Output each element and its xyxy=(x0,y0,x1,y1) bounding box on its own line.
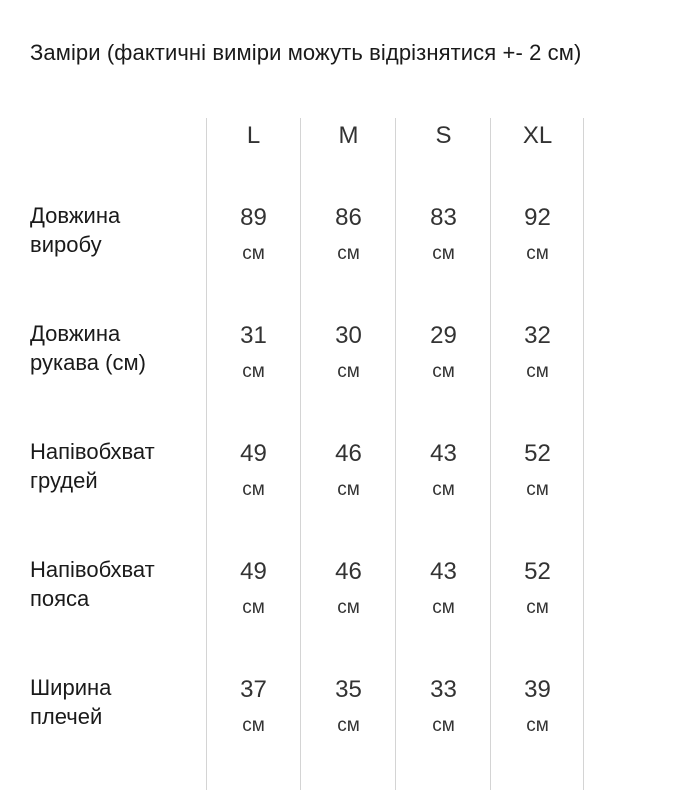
row-label-line: Напівобхват xyxy=(30,557,155,582)
cell-unit: см xyxy=(337,243,360,264)
cell-unit: см xyxy=(526,361,549,382)
table-cell xyxy=(301,440,396,501)
page-title: Заміри (фактичні виміри можуть відрізнятися +- 2 см) xyxy=(30,40,582,65)
table-cell xyxy=(206,204,301,265)
cell-value: 92 xyxy=(524,204,551,231)
column-header-l: L xyxy=(246,122,261,149)
cell-value: 89 xyxy=(240,204,267,231)
table-cell xyxy=(301,322,396,383)
cell-value: 49 xyxy=(240,440,267,467)
row-label-line: поясa xyxy=(30,586,90,611)
cell-value: 30 xyxy=(335,322,362,349)
cell-unit: см xyxy=(242,479,265,500)
cell-value: 33 xyxy=(430,676,457,703)
row-label-sleeve xyxy=(30,319,146,377)
table-cell xyxy=(206,676,301,737)
row-label-shoulders xyxy=(30,673,111,731)
row-label-line: Напівобхват xyxy=(30,439,155,464)
row-label-waist xyxy=(30,555,155,613)
cell-value: 46 xyxy=(335,558,362,585)
cell-unit: см xyxy=(242,597,265,618)
cell-unit: см xyxy=(526,479,549,500)
cell-value: 46 xyxy=(335,440,362,467)
cell-unit: см xyxy=(337,479,360,500)
table-cell xyxy=(490,558,585,619)
table-cell xyxy=(206,322,301,383)
row-label-line: виробу xyxy=(30,232,102,257)
table-cell xyxy=(206,440,301,501)
cell-unit: см xyxy=(242,715,265,736)
table-cell xyxy=(396,322,491,383)
column-header-s: S xyxy=(435,122,452,149)
cell-value: 37 xyxy=(240,676,267,703)
row-label-line: рукава (см) xyxy=(30,350,146,375)
cell-value: 39 xyxy=(524,676,551,703)
cell-value: 83 xyxy=(430,204,457,231)
row-label-length xyxy=(30,201,120,259)
table-cell xyxy=(396,440,491,501)
cell-value: 35 xyxy=(335,676,362,703)
table-cell xyxy=(490,204,585,265)
cell-unit: см xyxy=(337,597,360,618)
cell-unit: см xyxy=(526,597,549,618)
cell-value: 86 xyxy=(335,204,362,231)
cell-value: 52 xyxy=(524,558,551,585)
cell-value: 29 xyxy=(430,322,457,349)
table-cell xyxy=(206,558,301,619)
cell-unit: см xyxy=(242,361,265,382)
cell-unit: см xyxy=(526,715,549,736)
table-cell xyxy=(490,322,585,383)
table-cell xyxy=(396,558,491,619)
table-cell xyxy=(490,676,585,737)
cell-value: 52 xyxy=(524,440,551,467)
table-cell xyxy=(301,676,396,737)
row-label-line: Довжина xyxy=(30,321,121,346)
row-label-line: плечей xyxy=(30,704,103,729)
cell-value: 43 xyxy=(430,440,457,467)
cell-value: 32 xyxy=(524,322,551,349)
cell-unit: см xyxy=(337,361,360,382)
cell-value: 43 xyxy=(430,558,457,585)
table-cell xyxy=(396,676,491,737)
table-cell xyxy=(396,204,491,265)
table-cell xyxy=(490,440,585,501)
row-label-line: Ширина xyxy=(30,675,112,700)
row-label-line: Довжина xyxy=(30,203,121,228)
column-header-xl: XL xyxy=(522,122,553,149)
cell-unit: см xyxy=(526,243,549,264)
cell-unit: см xyxy=(337,715,360,736)
table-cell xyxy=(301,558,396,619)
column-header-m: M xyxy=(338,122,359,149)
table-cell xyxy=(301,204,396,265)
cell-unit: см xyxy=(432,243,455,264)
cell-unit: см xyxy=(432,361,455,382)
cell-unit: см xyxy=(432,479,455,500)
row-label-chest xyxy=(30,437,155,495)
cell-value: 49 xyxy=(240,558,267,585)
cell-value: 31 xyxy=(240,322,267,349)
cell-unit: см xyxy=(432,597,455,618)
row-label-line: грудей xyxy=(30,468,98,493)
cell-unit: см xyxy=(242,243,265,264)
cell-unit: см xyxy=(432,715,455,736)
